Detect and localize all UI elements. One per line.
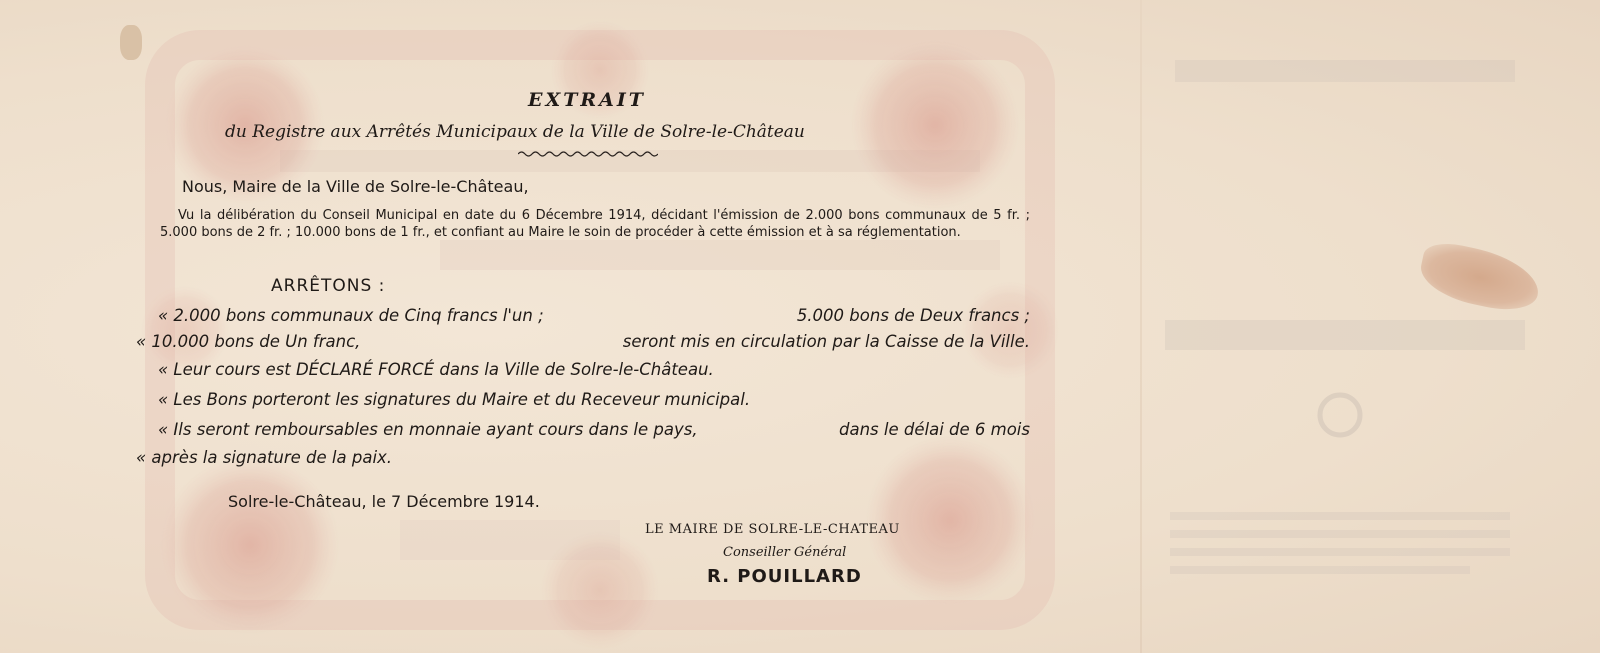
arretons-heading: ARRÊTONS : (271, 276, 386, 296)
article-line-5 (158, 420, 1030, 439)
article-line-6: « après la signature de la paix. (136, 448, 393, 467)
article-line-1-a: « 2.000 bons communaux de Cinq francs l'un ; (158, 306, 544, 325)
corner-stain (120, 25, 142, 60)
article-line-5-b: dans le délai de 6 mois (839, 420, 1030, 439)
article-line-5-a: « Ils seront remboursables en monnaie ayant cours dans le pays, (158, 420, 698, 439)
article-line-2-b: seront mis en circulation par la Caisse de la Ville. (622, 332, 1030, 351)
document-title: EXTRAIT (528, 89, 646, 111)
preamble-paragraph: Vu la délibération du Conseil Municipal en date du 6 Décembre 1914, décidant l'émission de 2.000 bons communaux de 5 fr. ; 5.000 bons de 2 fr. ; 10.000 bons de 1 fr., et confiant au Maire le soin de procéder à cette émission et à sa réglementation. (160, 208, 1030, 240)
signatory-name: R. POUILLARD (707, 566, 862, 587)
article-line-4: « Les Bons porteront les signatures du Maire et du Receveur municipal. (158, 390, 751, 409)
signatory-title: LE MAIRE DE SOLRE-LE-CHATEAU (645, 522, 900, 537)
article-line-1-b: 5.000 bons de Deux francs ; (796, 306, 1030, 325)
document-subtitle: du Registre aux Arrêtés Municipaux de la Ville de Solre-le-Château (225, 122, 805, 142)
mayor-greeting: Nous, Maire de la Ville de Solre-le-Château, (182, 177, 529, 196)
article-line-1 (158, 306, 1030, 325)
article-line-2-a: « 10.000 bons de Un franc, (136, 332, 361, 351)
squiggle-divider (518, 149, 658, 159)
article-line-3: « Leur cours est DÉCLARÉ FORCÉ dans la Ville de Solre-le-Château. (158, 360, 714, 379)
article-line-2 (136, 332, 1030, 351)
ghost-stub-print (1165, 60, 1525, 574)
signatory-role: Conseiller Général (723, 545, 847, 560)
date-line: Solre-le-Château, le 7 Décembre 1914. (228, 492, 540, 511)
